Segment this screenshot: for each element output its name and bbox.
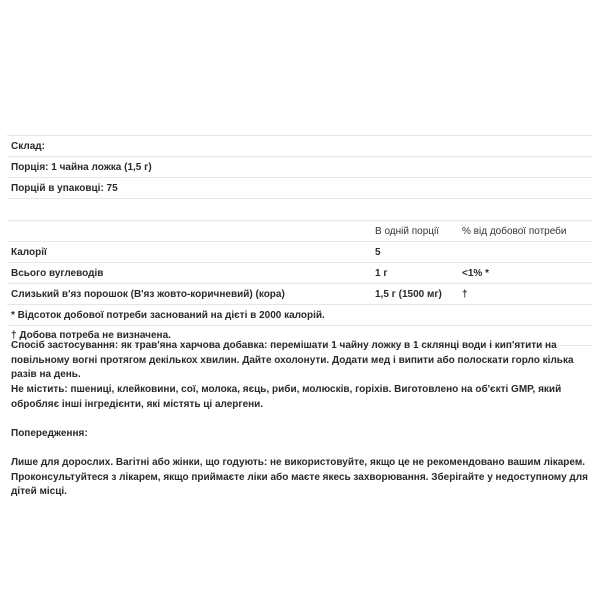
nutrient-amount: 1 г [375,267,388,279]
footnote-not-established: † Добова потреба не визначена. [11,330,171,341]
allergens-text: Не містить: пшениці, клейковини, сої, молока, яєць, риби, молюсків, горіхів. Виготовлено на об'єкті GMP, який обробляє інші інгредієнти, які містять ці алергени. [11,384,562,410]
nutrient-amount: 5 [375,246,381,258]
footnote-row [7,304,592,325]
nutrient-name: Всього вуглеводів [11,267,104,279]
table-row [7,283,592,304]
footnote-daily-value: * Відсоток добової потреби заснований на дієті в 2000 калорій. [11,309,325,321]
composition-label: Склад: [11,140,45,152]
nutrient-amount: 1,5 г (1500 мг) [375,288,442,300]
nutrient-name: Калорії [11,246,47,258]
serving-size-label: Порція: 1 чайна ложка (1,5 г) [11,161,152,173]
warning-text: Лише для дорослих. Вагітні або жінки, що годують: не використовуйте, якщо це не рекомендовано вашим лікарем. Проконсультуйтеся з лікарем, якщо приймаєте ліки або маєте якесь захворювання. Зберігайте у недоступному для дітей місці. [11,457,588,497]
table-row [7,262,592,283]
composition-row [7,135,592,156]
warning-title-section [7,427,597,442]
servings-per-container-row [7,177,592,198]
allergens-section [7,383,597,412]
header-daily-value: % від добової потреби [462,225,567,237]
nutrient-dv: <1% * [462,267,489,279]
serving-size-row [7,156,592,177]
table-header [7,220,592,241]
warning-title: Попередження: [11,428,88,439]
usage-section [7,339,597,383]
header-per-serving: В одній порції [375,225,439,237]
nutrient-name: Слизький в'яз порошок (В'яз жовто-коричневий) (кора) [11,288,285,300]
usage-text: Спосіб застосування: як трав'яна харчова добавка: перемішати 1 чайну ложку в 1 склянці води і кип'ятити на повільному вогні протягом декількох хвилин. Дайте охолонути. Додати мед і випити або полоскати горло кілька разів на день. [11,340,574,380]
warning-section [7,456,597,500]
spacer [7,198,592,220]
nutrient-dv: † [462,288,468,300]
supplement-facts [7,135,592,346]
servings-per-container-label: Порцій в упаковці: 75 [11,182,118,194]
table-row [7,241,592,262]
